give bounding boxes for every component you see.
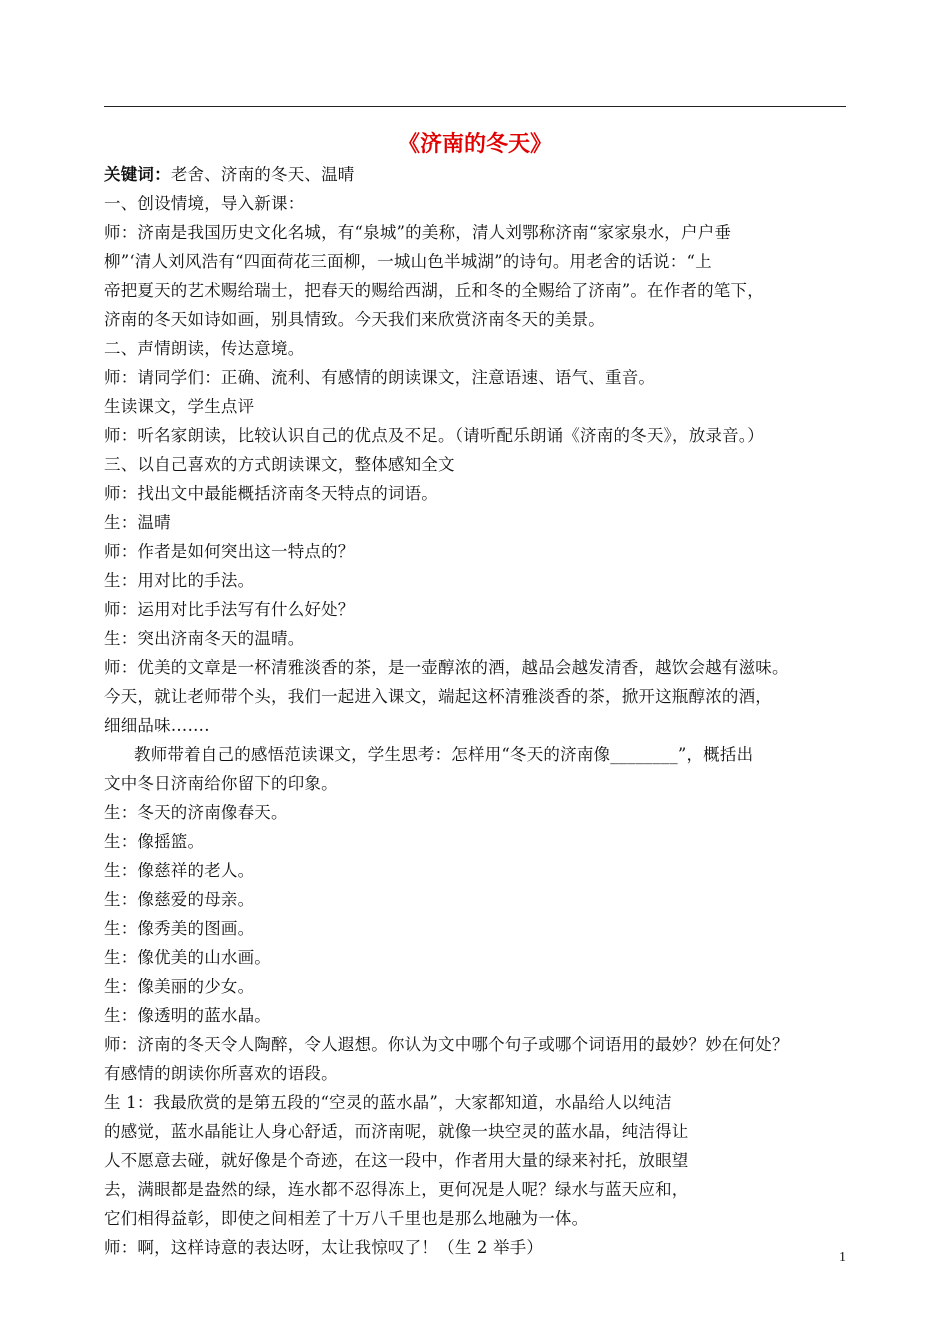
paragraph-line: 生：像透明的蓝水晶。: [104, 1006, 271, 1025]
paragraph-line: 师：请同学们：正确、流利、有感情的朗读课文，注意语速、语气、重音。: [104, 368, 656, 387]
paragraph-line: 生：像秀美的图画。: [104, 919, 255, 938]
paragraph-line: 生 1：我最欣赏的是第五段的“空灵的蓝水晶”，大家都知道，水晶给人以纯洁: [104, 1093, 672, 1112]
paragraph-line: 生：冬天的济南像春天。: [104, 803, 288, 822]
paragraph-line: 师：优美的文章是一杯清雅淡香的茶，是一壶醇浓的酒，越品会越发清香，越饮会越有滋味。: [104, 658, 789, 677]
paragraph-line: 有感情的朗读你所喜欢的语段。: [104, 1064, 338, 1083]
paragraph-line: 生读课文，学生点评: [104, 397, 255, 416]
paragraph-line: 文中冬日济南给你留下的印象。: [104, 774, 338, 793]
paragraph-line: 去，满眼都是盎然的绿，连水都不忍得冻上，更何况是人呢？绿水与蓝天应和，: [104, 1180, 689, 1199]
paragraph-line: 帝把夏天的艺术赐给瑞士，把春天的赐给西湖，丘和冬的全赐给了济南”。在作者的笔下，: [104, 281, 764, 300]
document-title: 《济南的冬天》: [397, 132, 552, 157]
paragraph-line: 生：像慈爱的母亲。: [104, 890, 255, 909]
paragraph-line: 教师带着自己的感悟范读课文，学生思考：怎样用“冬天的济南像________”，概括出: [134, 745, 754, 764]
paragraph-line: 生：像摇篮。: [104, 832, 205, 851]
paragraph-line: 师：济南是我国历史文化名城，有“泉城”的美称，清人刘鄂称济南“家家泉水，户户垂: [104, 223, 732, 242]
paragraph-line: 济南的冬天如诗如画，别具情致。今天我们来欣赏济南冬天的美景。: [104, 310, 605, 329]
paragraph-line: 生：用对比的手法。: [104, 571, 255, 590]
paragraph-line: 柳”‘清人刘风浩有“四面荷花三面柳，一城山色半城湖”的诗句。用老舍的话说：“上: [104, 252, 712, 271]
paragraph-line: 师：运用对比手法写有什么好处？: [104, 600, 355, 619]
paragraph-line: 生：像美丽的少女。: [104, 977, 255, 996]
paragraph-line: 人不愿意去碰，就好像是个奇迹，在这一段中，作者用大量的绿来衬托，放眼望: [104, 1151, 689, 1170]
section-heading: 三、以自己喜欢的方式朗读课文，整体感知全文: [104, 455, 455, 474]
paragraph-line: 师：济南的冬天令人陶醉，令人遐想。你认为文中哪个句子或哪个词语用的最妙？妙在何处？: [104, 1035, 789, 1054]
paragraph-line: 生：像优美的山水画。: [104, 948, 271, 967]
paragraph-line: 今天，就让老师带个头，我们一起进入课文，端起这杯清雅淡香的茶，掀开这瓶醇浓的酒，: [104, 687, 772, 706]
paragraph-line: 的感觉，蓝水晶能让人身心舒适，而济南呢，就像一块空灵的蓝水晶，纯洁得让: [104, 1122, 689, 1141]
keywords-value: 老舍、济南的冬天、温晴: [170, 165, 355, 184]
paragraph-line: 师：找出文中最能概括济南冬天特点的词语。: [104, 484, 438, 503]
keywords-label: 关键词：: [104, 165, 171, 184]
keywords-line: [104, 160, 850, 189]
header-rule: [104, 106, 846, 107]
page-number: 1: [839, 1250, 846, 1265]
section-heading: 二、声情朗读，传达意境。: [104, 339, 305, 358]
document-body: [104, 160, 850, 1262]
paragraph-line: 生：像慈祥的老人。: [104, 861, 255, 880]
paragraph-line: 师：听名家朗读，比较认识自己的优点及不足。（请听配乐朗诵《济南的冬天》，放录音。）: [104, 426, 764, 445]
paragraph-line: 师：啊，这样诗意的表达呀，太让我惊叹了！（生 2 举手）: [104, 1238, 544, 1257]
paragraph-line: 师：作者是如何突出这一特点的？: [104, 542, 355, 561]
paragraph-line: 它们相得益彰，即使之间相差了十万八千里也是那么地融为一体。: [104, 1209, 589, 1228]
paragraph-line: 细细品味…….: [104, 716, 210, 735]
paragraph-line: 一、创设情境，导入新课：: [104, 194, 305, 213]
paragraph-line: 生：温晴: [104, 513, 171, 532]
paragraph-line: 生：突出济南冬天的温晴。: [104, 629, 305, 648]
